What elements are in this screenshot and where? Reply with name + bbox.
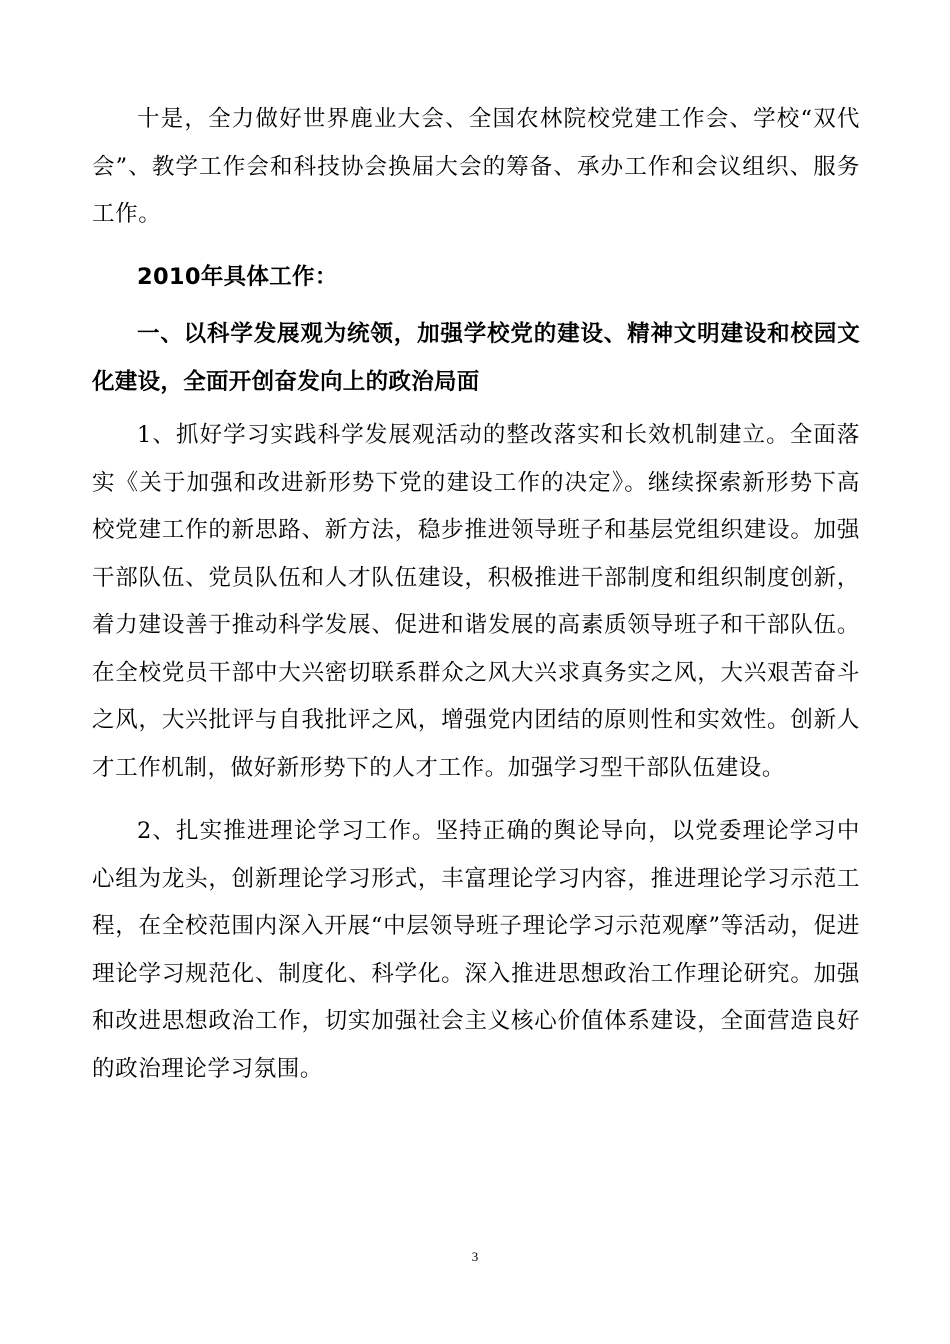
paragraph-item-ten: 十是，全力做好世界鹿业大会、全国农林院校党建工作会、学校“双代会”、教学工作会和科技协会换届大会的筹备、承办工作和会议组织、服务工作。: [92, 106, 860, 227]
paragraph-item-1: 1、抓好学习实践科学发展观活动的整改落实和长效机制建立。全面落实《关于加强和改进新形势下党的建设工作的决定》。继续探索新形势下高校党建工作的新思路、新方法，稳步推进领导班子和基层党组织建设。加强干部队伍、党员队伍和人才队伍建设，积极推进干部制度和组织制度创新，着力建设善于推动科学发展、促进和谐发展的高素质领导班子和干部队伍。在全校党员干部中大兴密切联系群众之风大兴求真务实之风，大兴艰苦奋斗之风，大兴批评与自我批评之风，增强党内团结的原则性和实效性。创新人才工作机制，做好新形势下的人才工作。加强学习型干部队伍建设。: [92, 422, 860, 781]
paragraph-item-2: 2、扎实推进理论学习工作。坚持正确的舆论导向，以党委理论学习中心组为龙头，创新理论学习形式，丰富理论学习内容，推进理论学习示范工程，在全校范围内深入开展“中层领导班子理论学习示范观摩”等活动，促进理论学习规范化、制度化、科学化。深入推进思想政治工作理论研究。加强和改进思想政治工作，切实加强社会主义核心价值体系建设，全面营造良好的政治理论学习氛围。: [92, 818, 860, 1082]
section-heading-one: 一、以科学发展观为统领，加强学校党的建设、精神文明建设和校园文化建设，全面开创奋发向上的政治局面: [92, 321, 860, 395]
page-number: 3: [471, 1249, 479, 1264]
heading-2010-work: 2010年具体工作：: [137, 263, 338, 290]
document-page: [92, 96, 860, 1093]
